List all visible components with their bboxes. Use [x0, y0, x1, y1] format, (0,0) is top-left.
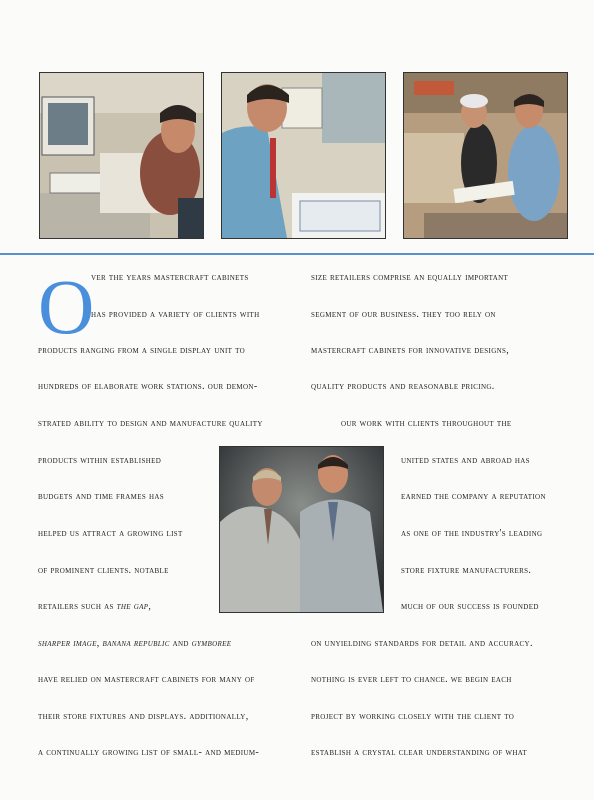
section-divider [0, 253, 594, 255]
photo-workshop-floor [403, 72, 568, 239]
col2-line-5: our work with clients throughout the [341, 418, 512, 429]
col1-line-14: a continually growing list of small- and medium- [38, 747, 260, 758]
col1-line-10 [38, 601, 151, 612]
col1-line-9: of prominent clients. notable [38, 565, 169, 576]
col1-line-13: their store fixtures and displays. additionally, [38, 711, 249, 722]
col2-line-8: as one of the industry's leading [401, 528, 543, 539]
col1-line-11 [38, 638, 231, 649]
col2-line-10: much of our success is founded [401, 601, 539, 612]
col2-line-9: store fixture manufacturers. [401, 565, 532, 576]
col2-line-6: united states and abroad has [401, 455, 530, 466]
col2-line-7: earned the company a reputation [401, 491, 546, 502]
col2-line-11: on unyielding standards for detail and accuracy. [311, 638, 533, 649]
col1-line-8: helped us attract a growing list [38, 528, 183, 539]
photo-two-executives [219, 446, 384, 613]
retailer-banana-republic: banana republic [102, 638, 170, 649]
photo-office-phone [39, 72, 204, 239]
col1-line-4: hundreds of elaborate work stations. our demon- [38, 381, 258, 392]
comma-separator: , [96, 638, 103, 649]
col2-line-3: mastercraft cabinets for innovative designs, [311, 345, 510, 356]
retailers-such-as-text: retailers such as [38, 601, 114, 612]
and-separator: and [169, 638, 192, 649]
drop-cap: O [38, 263, 95, 350]
retailer-sharper-image: sharper image [38, 638, 97, 649]
col2-line-1: size retailers comprise an equally important [311, 272, 509, 283]
col2-line-13: project by working closely with the client to [311, 711, 515, 722]
col2-line-12: nothing is ever left to chance. we begin each [311, 674, 512, 685]
col1-line-5: strated ability to design and manufacture quality [38, 418, 263, 429]
retailer-gymboree: gymboree [191, 638, 232, 649]
retailer-the-gap: the gap, [116, 601, 152, 612]
col1-line-7: budgets and time frames has [38, 491, 165, 502]
col2-line-14: establish a crystal clear understanding of what [311, 747, 528, 758]
col2-line-4: quality products and reasonable pricing. [311, 381, 495, 392]
col2-line-2: segment of our business. they too rely on [311, 309, 496, 320]
col1-line-1: ver the years mastercraft cabinets [91, 272, 249, 283]
col1-line-6: products within established [38, 455, 162, 466]
col1-line-3: products ranging from a single display unit to [38, 345, 246, 356]
photo-blueprint-review [221, 72, 386, 239]
col1-line-2: has provided a variety of clients with [91, 309, 260, 320]
col1-line-12: have relied on mastercraft cabinets for many of [38, 674, 255, 685]
